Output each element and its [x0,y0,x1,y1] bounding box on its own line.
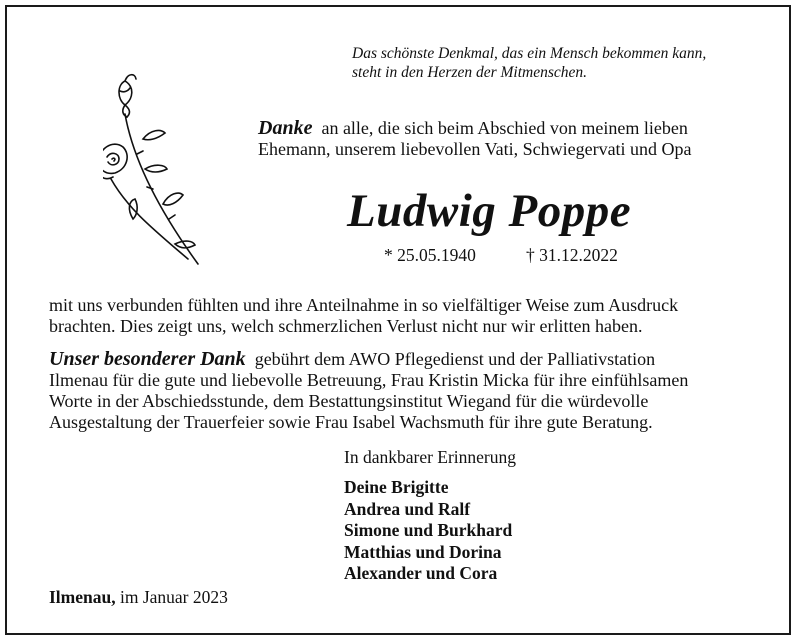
birth-date: * 25.05.1940 [384,245,476,265]
obituary-card [5,5,791,635]
deceased-name: Ludwig Poppe [347,185,632,237]
thanks-intro [258,118,692,160]
quote-line-1: Das schönste Denkmal, das ein Mensch bekommen kann, [352,45,707,62]
thanks-line-1: an alle, die sich beim Abschied von meinem lieben [321,118,688,138]
family-signatures [344,477,512,585]
family-member: Matthias und Dorina [344,541,502,562]
family-member: Simone und Burkhard [344,520,513,540]
quote-line-2: steht in den Herzen der Mitmenschen. [352,64,588,81]
place-date: im Januar 2023 [119,587,228,607]
place-city: Ilmenau, [49,587,116,607]
rose-illustration-icon [103,69,203,269]
memory-phrase: In dankbarer Erinnerung [344,447,517,467]
thanks-keyword: Danke [258,117,313,139]
body-line-1: mit uns verbunden fühlten und ihre Anteilnahme in so vielfältiger Weise zum Ausdruck [49,295,679,315]
family-member: Andrea und Ralf [344,498,471,519]
special-line-1: gebührt dem AWO Pflegedienst und der Palliativstation [254,349,656,369]
body-paragraph [49,295,678,337]
thanks-line-2: Ehemann, unserem liebevollen Vati, Schwiegervati und Opa [258,139,692,159]
family-member: Deine Brigitte [344,477,449,497]
place-and-date [49,587,228,608]
special-line-4: Ausgestaltung der Trauerfeier sowie Frau Isabel Wachsmuth für ihre gute Beratung. [49,412,653,432]
family-member: Alexander und Cora [344,563,498,583]
body-line-2: brachten. Dies zeigt uns, welch schmerzlichen Verlust nicht nur wir erlitten haben. [49,316,643,336]
special-line-3: Worte in der Abschiedsstunde, dem Bestattungsinstitut Wiegand für die würdevolle [49,391,649,411]
death-date: † 31.12.2022 [526,245,618,265]
special-line-2: Ilmenau für die gute und liebevolle Betreuung, Frau Kristin Micka für ihre einfühlsamen [49,370,689,390]
special-thanks-keyword: Unser besonderer Dank [49,348,246,370]
special-thanks-paragraph [49,349,688,433]
memorial-quote [352,44,706,82]
